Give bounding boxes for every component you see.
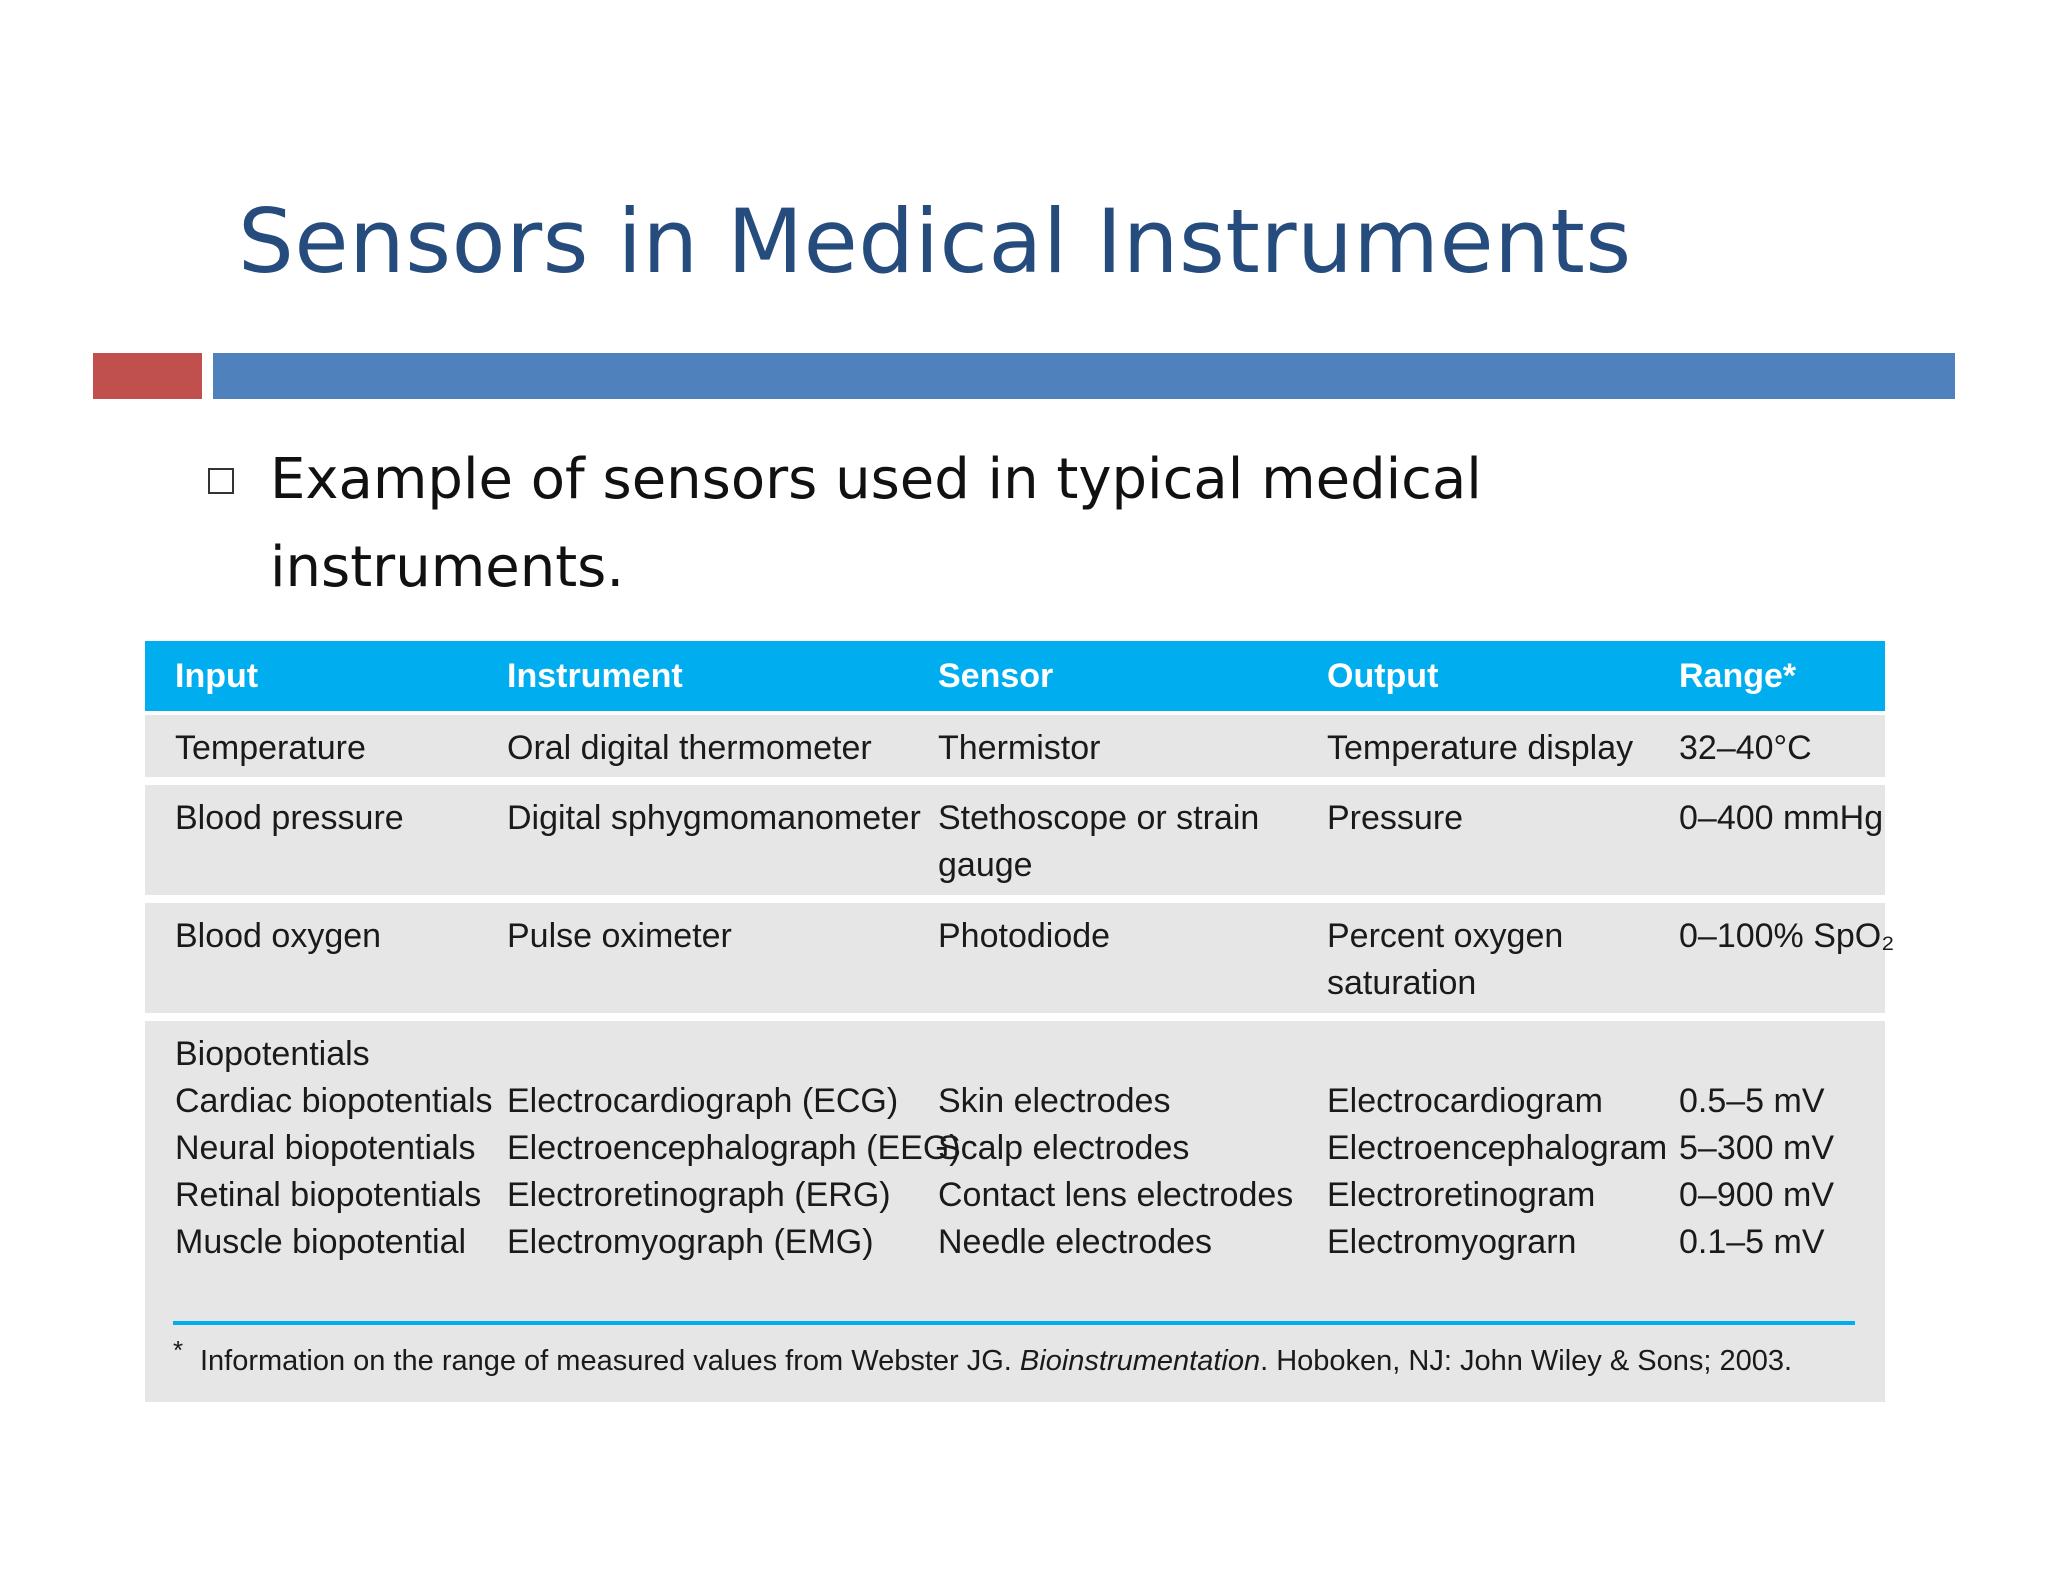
footnote-divider <box>173 1321 1855 1325</box>
cell-range-group <box>1679 1078 1834 1266</box>
cell-output: Electroretinogram <box>1327 1176 1596 1214</box>
cell-range: 0.5–5 mV <box>1679 1082 1825 1120</box>
header-output: Output <box>1327 657 1439 695</box>
cell-instrument-group <box>507 1078 961 1266</box>
accent-bar-blue <box>213 353 1955 399</box>
footnote-asterisk: * <box>173 1335 184 1365</box>
header-input: Input <box>175 657 259 695</box>
accent-bar-red <box>93 353 202 399</box>
cell-range: 0.1–5 mV <box>1679 1223 1825 1261</box>
table-row <box>145 903 1895 1013</box>
cell-instrument: Oral digital thermometer <box>507 729 872 767</box>
table-footnote <box>200 1341 1792 1381</box>
cell-output: Electroencephalogram <box>1327 1129 1668 1167</box>
cell-instrument: Digital sphygmomanometer <box>507 799 921 837</box>
sensor-table <box>145 641 1895 1402</box>
cell-output: Electromyograrn <box>1327 1223 1577 1261</box>
square-bullet-icon <box>208 468 234 494</box>
biopotentials-label: Biopotentials <box>175 1035 370 1073</box>
cell-range: 32–40°C <box>1679 729 1812 767</box>
cell-input: Cardiac biopotentials <box>175 1082 493 1120</box>
cell-range: 0–900 mV <box>1679 1176 1834 1214</box>
cell-sensor-group <box>938 1078 1293 1266</box>
cell-instrument: Electroencephalograph (EEG) <box>507 1129 961 1167</box>
cell-input: Blood oxygen <box>175 917 382 955</box>
footnote-text: Information on the range of measured values from Webster JG. <box>200 1345 1020 1377</box>
cell-range: 0–400 mmHg <box>1679 799 1884 837</box>
cell-sensor: Skin electrodes <box>938 1082 1171 1120</box>
slide-title: Sensors in Medical Instruments <box>238 190 1632 293</box>
cell-sensor: Photodiode <box>938 917 1111 955</box>
cell-output: Temperature display <box>1327 729 1634 767</box>
footnote-book-title: Bioinstrumentation <box>1019 1345 1261 1377</box>
table-header-row <box>145 641 1885 711</box>
cell-instrument: Electromyograph (EMG) <box>507 1223 874 1261</box>
cell-input-group <box>175 1031 493 1266</box>
cell-sensor: Stethoscope or strain gauge <box>938 799 1260 884</box>
cell-instrument: Electrocardiograph (ECG) <box>507 1082 899 1120</box>
cell-range: 5–300 mV <box>1679 1129 1834 1167</box>
cell-range: 0–100% SpO₂ <box>1679 917 1895 955</box>
table-row <box>145 785 1885 895</box>
footnote-publisher: . Hoboken, NJ: John Wiley & Sons; 2003. <box>1260 1345 1793 1377</box>
table-row <box>145 715 1885 777</box>
cell-input: Temperature <box>175 729 366 767</box>
header-sensor: Sensor <box>938 657 1054 695</box>
cell-output: Electrocardiogram <box>1327 1082 1603 1120</box>
cell-sensor: Scalp electrodes <box>938 1129 1190 1167</box>
cell-input: Muscle biopotential <box>175 1223 467 1261</box>
cell-sensor: Thermistor <box>938 729 1101 767</box>
cell-input: Retinal biopotentials <box>175 1176 482 1214</box>
cell-output: Pressure <box>1327 799 1464 837</box>
cell-input: Blood pressure <box>175 799 404 837</box>
cell-instrument: Electroretinograph (ERG) <box>507 1176 891 1214</box>
header-range: Range* <box>1679 657 1797 695</box>
cell-output-group <box>1327 1078 1667 1266</box>
cell-sensor: Contact lens electrodes <box>938 1176 1294 1214</box>
header-instrument: Instrument <box>507 657 683 695</box>
cell-input: Neural biopotentials <box>175 1129 476 1167</box>
cell-instrument: Pulse oximeter <box>507 917 732 955</box>
bullet-text: Example of sensors used in typical medical instruments. <box>270 447 1482 600</box>
cell-output: Percent oxygen saturation <box>1327 917 1564 1002</box>
cell-sensor: Needle electrodes <box>938 1223 1213 1261</box>
